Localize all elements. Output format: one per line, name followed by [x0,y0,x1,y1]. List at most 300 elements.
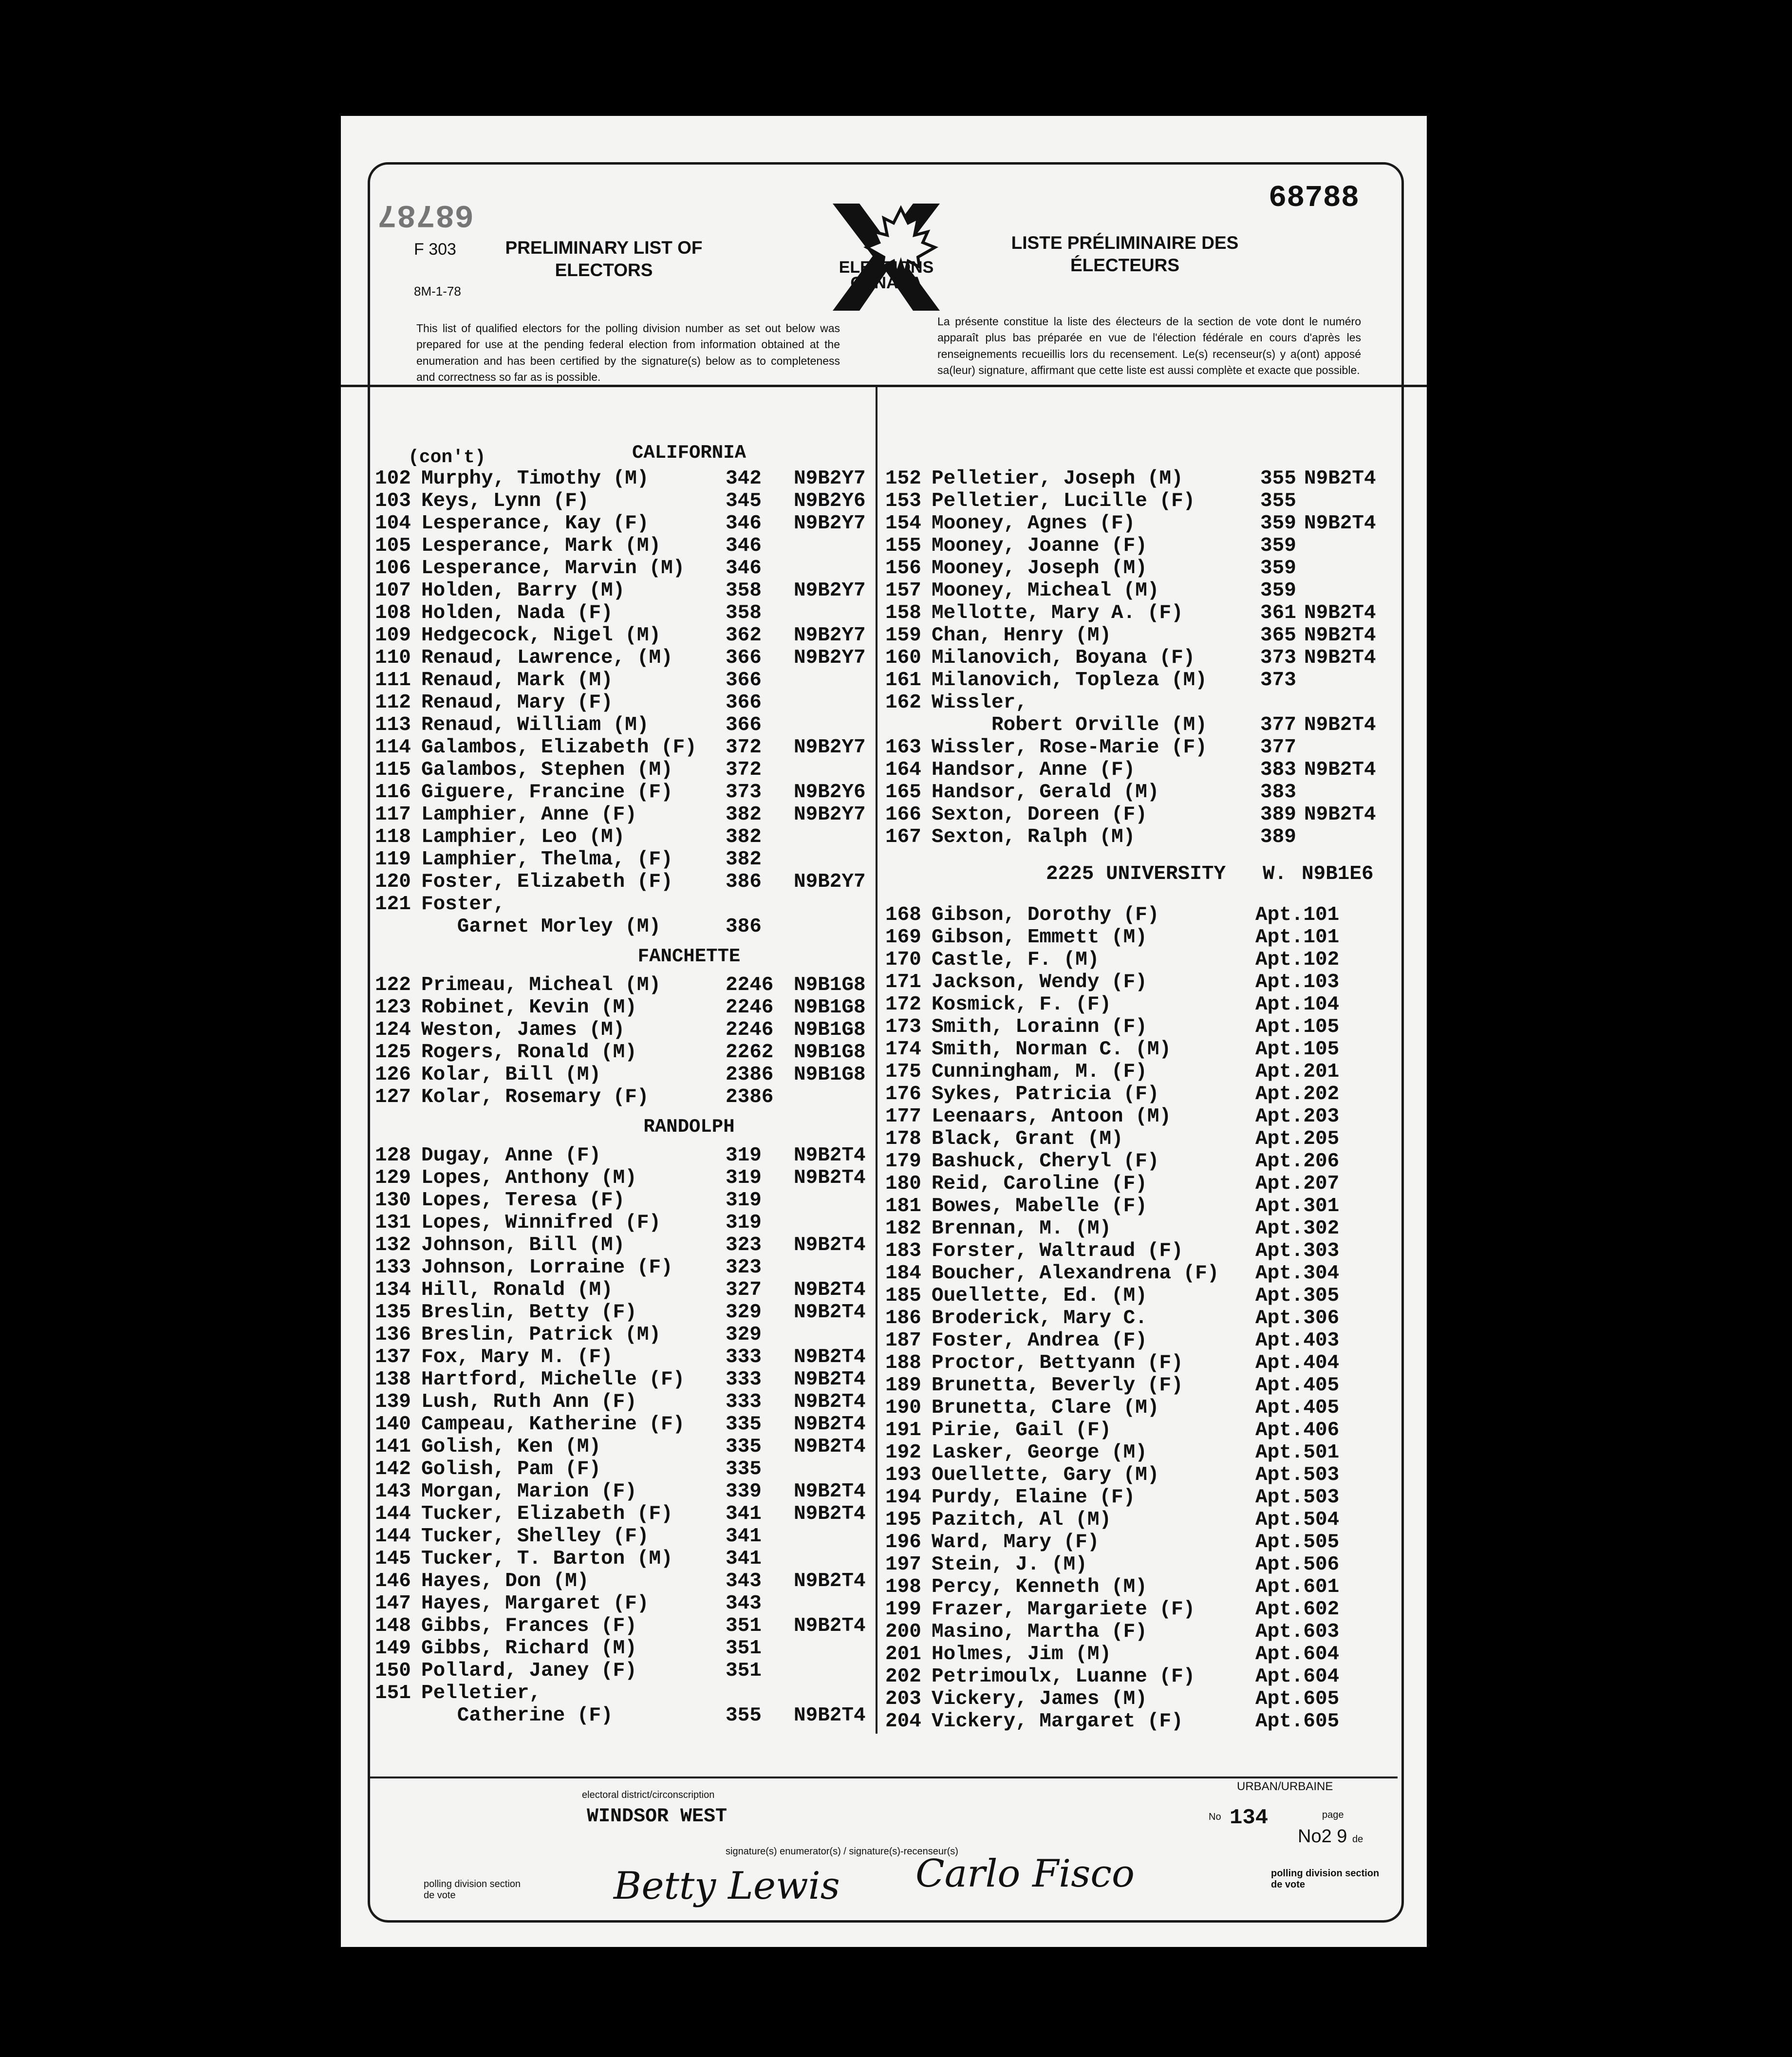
elector-number: 127 [375,1086,411,1108]
elector-name: Mellotte, Mary A. (F) [932,602,1183,624]
elector-name: Rogers, Ronald (M) [421,1041,637,1064]
elector-name: Gibbs, Richard (M) [421,1637,637,1660]
elector-row [375,623,872,648]
elector-number: 124 [375,1019,411,1041]
elector-name: Milanovich, Topleza (M) [932,669,1207,692]
elector-name: Jackson, Wendy (F) [932,971,1147,993]
elector-number: 144 [375,1503,411,1525]
elector-number: 137 [375,1346,411,1368]
street-number: 359 [1260,557,1296,580]
elector-row [375,1345,872,1369]
street-number: 346 [726,512,762,535]
page-label: page [1322,1810,1344,1820]
elector-row [375,1412,872,1437]
elector-name: Robinet, Kevin (M) [421,996,637,1019]
apartment-number: Apt.301 [1255,1195,1340,1217]
elector-row [375,601,872,625]
intro-english: This list of qualified electors for the polling division number as set out below was prepared for use at the pending federal election from information obtained at the enumeration and has been certified by the signature(s) below as to completeness and correctness so far as is possible. [416,322,840,384]
apartment-number: Apt.601 [1255,1576,1340,1598]
elector-row [375,489,872,513]
elector-row [885,925,1397,950]
elector-name: Chan, Henry (M) [932,624,1112,647]
enumerator-signature-2: Carlo Fisco [915,1852,1135,1896]
apartment-number: Apt.102 [1255,949,1340,971]
elector-name: Vickery, James (M) [932,1688,1147,1710]
postal-code: N9B2Y7 [794,624,866,647]
elector-number: 138 [375,1368,411,1391]
apartment-number: Apt.303 [1255,1240,1340,1262]
elector-name: Lamphier, Thelma, (F) [421,848,673,871]
elector-name: Lamphier, Anne (F) [421,804,637,826]
elector-row [375,1211,872,1235]
elector-row [885,1149,1397,1174]
street-number: 319 [726,1167,762,1189]
elector-name: Masino, Martha (F) [932,1621,1147,1643]
elector-number: 114 [375,736,411,759]
street-number: 355 [1260,490,1296,512]
elector-name: Kolar, Bill (M) [421,1064,601,1086]
street-number: 389 [1260,826,1296,848]
elector-name: Bowes, Mabelle (F) [932,1195,1147,1217]
street-number: 361 [1260,602,1296,624]
street-number: 351 [726,1615,762,1637]
street-number: 382 [726,826,762,848]
elector-name: Gibson, Emmett (M) [932,926,1147,949]
postal-code: N9B2Y7 [794,512,866,535]
header-divider [341,385,1427,387]
street-number: 362 [726,624,762,647]
apartment-number: Apt.503 [1255,1486,1340,1509]
elector-row [375,1547,872,1571]
elector-row [375,1255,872,1280]
elector-number: 197 [885,1553,921,1576]
street-number: 2386 [726,1064,774,1086]
elector-name: Ward, Mary (F) [932,1531,1100,1553]
elector-number: 160 [885,647,921,669]
elector-name: Leenaars, Antoon (M) [932,1105,1172,1128]
postal-code: N9B2T4 [794,1167,866,1189]
elector-number: 176 [885,1083,921,1105]
street-number: 319 [726,1212,762,1234]
elector-number: 140 [375,1413,411,1436]
electors-list-sheet [341,116,1427,1947]
elector-row [885,1664,1397,1689]
elector-number: 135 [375,1301,411,1324]
enumerator-signature-1: Betty Lewis [614,1864,840,1908]
postal-code: N9B2T4 [1304,804,1376,826]
apartment-number: Apt.304 [1255,1262,1340,1285]
street-number: 335 [726,1436,762,1458]
elector-name: Handsor, Anne (F) [932,759,1136,781]
elector-row [885,1418,1397,1442]
elector-number: 183 [885,1240,921,1262]
elector-name: Hill, Ronald (M) [421,1279,613,1301]
street-number: 341 [726,1548,762,1570]
elector-number: 191 [885,1419,921,1441]
elector-number: 157 [885,580,921,602]
elector-name: Percy, Kenneth (M) [932,1576,1147,1598]
page-number [1298,1826,1363,1847]
elector-number: 136 [375,1324,411,1346]
elector-row [375,1524,872,1549]
elector-name: Milanovich, Boyana (F) [932,647,1195,669]
elector-name: Renaud, Mark (M) [421,669,613,692]
street-number: 335 [726,1458,762,1480]
street-number: 329 [726,1324,762,1346]
street-number: 346 [726,535,762,557]
elector-name: Lesperance, Kay (F) [421,512,649,535]
elector-number: 123 [375,996,411,1019]
elector-number: 132 [375,1234,411,1256]
continued-label: (con't) [408,447,486,468]
elector-row [885,1396,1397,1420]
elector-row [375,1166,872,1190]
apartment-number: Apt.302 [1255,1217,1340,1240]
elector-name: Lesperance, Mark (M) [421,535,661,557]
elector-number: 122 [375,974,411,996]
elector-number: 184 [885,1262,921,1285]
title-english: PRELIMINARY LIST OF ELECTORS [505,238,703,280]
elector-number: 109 [375,624,411,647]
elector-number: 131 [375,1212,411,1234]
elector-name: Pazitch, Al (M) [932,1509,1112,1531]
postal-code: N9B1G8 [794,996,866,1019]
elector-number: 113 [375,714,411,736]
elector-row [375,1703,872,1728]
elector-name: Holmes, Jim (M) [932,1643,1112,1665]
elector-name: Ouellette, Ed. (M) [932,1285,1147,1307]
apartment-number: Apt.602 [1255,1598,1340,1621]
elector-number: 145 [375,1548,411,1570]
elector-name: Pelletier, Joseph (M) [932,468,1183,490]
street-number: 342 [726,468,762,490]
elector-name: Frazer, Margariete (F) [932,1598,1195,1621]
elector-number: 151 [375,1682,411,1704]
elector-row [375,803,872,827]
elector-row [885,1194,1397,1218]
elector-number: 170 [885,949,921,971]
postal-code: N9B2T4 [794,1346,866,1368]
elector-row [885,489,1397,513]
elector-number: 148 [375,1615,411,1637]
elector-name: Foster, Elizabeth (F) [421,871,673,893]
street-number: 377 [1260,736,1296,759]
elector-name: Renaud, William (M) [421,714,649,736]
elector-number: 118 [375,826,411,848]
elector-name: Hayes, Don (M) [421,1570,589,1592]
elector-row [885,1060,1397,1084]
elector-number: 185 [885,1285,921,1307]
street-heading: FANCHETTE [637,946,741,967]
elector-name: Renaud, Mary (F) [421,692,613,714]
postal-code: N9B2T4 [794,1503,866,1525]
elector-row [885,1284,1397,1308]
street-number: 351 [726,1637,762,1660]
elector-number: 173 [885,1016,921,1038]
postal-code: N9B2Y6 [794,781,866,804]
elector-name: Johnson, Lorraine (F) [421,1256,673,1279]
elector-name: Boucher, Alexandrena (F) [932,1262,1219,1285]
elector-number: 177 [885,1105,921,1128]
apartment-number: Apt.503 [1255,1464,1340,1486]
apartment-number: Apt.604 [1255,1643,1340,1665]
postal-code: N9B2Y7 [794,736,866,759]
elector-number: 153 [885,490,921,512]
apartment-number: Apt.504 [1255,1509,1340,1531]
street-number: 359 [1260,512,1296,535]
apartment-number: Apt.105 [1255,1016,1340,1038]
apartment-number: Apt.605 [1255,1688,1340,1710]
elector-name: Holden, Barry (M) [421,580,625,602]
elector-row [375,1457,872,1481]
street-heading: CALIFORNIA [632,442,747,464]
postal-code: N9B2Y7 [794,580,866,602]
apartment-number: Apt.403 [1255,1329,1340,1352]
elector-row [885,1620,1397,1644]
elector-row [375,579,872,603]
elector-number: 159 [885,624,921,647]
elector-name: Pollard, Janey (F) [421,1660,637,1682]
elector-row [885,948,1397,972]
elector-number: 154 [885,512,921,535]
street-number: 383 [1260,759,1296,781]
elector-number: 182 [885,1217,921,1240]
elector-row [885,556,1397,580]
apartment-number: Apt.505 [1255,1531,1340,1553]
elector-name: Stein, J. (M) [932,1553,1087,1576]
elector-name: Ouellette, Gary (M) [932,1464,1159,1486]
elector-row [885,1015,1397,1039]
elector-number: 117 [375,804,411,826]
elector-number: 203 [885,1688,921,1710]
elector-name: Wissler, Rose-Marie (F) [932,736,1207,759]
elector-name: Reid, Caroline (F) [932,1173,1147,1195]
elector-name: Mooney, Micheal (M) [932,580,1159,602]
elector-number: 178 [885,1128,921,1150]
postal-code: N9B2T4 [794,1279,866,1301]
street-number: 365 [1260,624,1296,647]
elector-number: 112 [375,692,411,714]
elector-row [375,1479,872,1504]
postal-code: N9B2T4 [794,1301,866,1324]
street-number: 383 [1260,781,1296,804]
elector-row [885,1530,1397,1554]
elector-name: Garnet Morley (M) [421,916,661,938]
postal-code: N9B1G8 [794,1041,866,1064]
elector-name: Forster, Waltraud (F) [932,1240,1183,1262]
street-number: 359 [1260,535,1296,557]
elector-name: Lopes, Winnifred (F) [421,1212,661,1234]
apartment-number: Apt.604 [1255,1665,1340,1688]
elector-name: Broderick, Mary C. [932,1307,1147,1329]
elector-row [375,973,872,997]
elector-name: Breslin, Betty (F) [421,1301,637,1324]
elector-number: 194 [885,1486,921,1509]
elector-row [375,534,872,558]
title-french: LISTE PRÉLIMINAIRE DES ÉLECTEURS [1011,233,1239,276]
elector-name: Cunningham, M. (F) [932,1061,1147,1083]
postal-code: N9B2T4 [794,1413,866,1436]
elector-row [375,780,872,804]
street-number: 366 [726,692,762,714]
elector-number: 172 [885,993,921,1016]
apartment-number: Apt.405 [1255,1374,1340,1397]
elector-row [375,1390,872,1414]
street-number: 333 [726,1368,762,1391]
elector-number: 186 [885,1307,921,1329]
postal-code: N9B2T4 [794,1391,866,1413]
elector-row [885,1687,1397,1711]
elector-row [375,1502,872,1526]
elector-number: 201 [885,1643,921,1665]
elections-canada-logo [813,194,959,320]
street-number: 327 [726,1279,762,1301]
elector-name: Pelletier, [421,1682,541,1704]
elector-number: 162 [885,692,921,714]
elector-name: Tucker, T. Barton (M) [421,1548,673,1570]
elector-name: Brunetta, Beverly (F) [932,1374,1183,1397]
elector-number: 167 [885,826,921,848]
postal-code: N9B2T4 [1304,714,1376,736]
elector-number: 156 [885,557,921,580]
street-number: 341 [726,1525,762,1548]
elector-number: 195 [885,1509,921,1531]
street-number: 386 [726,916,762,938]
apartment-number: Apt.205 [1255,1128,1340,1150]
elector-name: Wissler, [932,692,1027,714]
street-number: 319 [726,1189,762,1212]
elector-number: 111 [375,669,411,692]
page-total: 9 [1337,1826,1347,1847]
university-heading [885,862,1397,886]
street-number: 358 [726,602,762,624]
elector-name: Hartford, Michelle (F) [421,1368,685,1391]
elector-row [885,1261,1397,1286]
elector-row [375,1435,872,1459]
form-number: F 303 [414,240,456,259]
elector-name: Sykes, Patricia (F) [932,1083,1159,1105]
intro-french: La présente constitue la liste des électeurs de la section de vote dont le numéro apparaît plus bas préparée en vue de l'élection fédérale en cours d'après les renseignements recueillis lors du recensement. Le(s) recenseur(s) y a(ont) apposé sa(leur) signature, affirmant que cette liste est aussi complète et exacte que possible. [937,315,1361,377]
street-number: 366 [726,647,762,669]
elector-name: Hayes, Margaret (F) [421,1592,649,1615]
elector-name: Fox, Mary M. (F) [421,1346,613,1368]
elector-number: 163 [885,736,921,759]
elector-name: Foster, [421,893,505,916]
elector-number: 108 [375,602,411,624]
elector-name: Lesperance, Marvin (M) [421,557,685,580]
elector-number: 121 [375,893,411,916]
elector-row [885,825,1397,849]
postal-code: N9B1G8 [794,1019,866,1041]
elector-name: Black, Grant (M) [932,1128,1123,1150]
street-number: 373 [1260,669,1296,692]
elector-number: 147 [375,1592,411,1615]
elector-name: Mooney, Agnes (F) [932,512,1136,535]
elector-name: Petrimoulx, Luanne (F) [932,1665,1195,1688]
elector-number: 202 [885,1665,921,1688]
elector-row [375,713,872,737]
elector-row [375,1063,872,1087]
street-number: 386 [726,871,762,893]
elector-name: Lopes, Anthony (M) [421,1167,637,1189]
elector-number: 139 [375,1391,411,1413]
elector-row [885,1037,1397,1062]
postal-code: N9B1G8 [794,1064,866,1086]
elector-number: 128 [375,1144,411,1167]
postal-code: N9B2T4 [794,1144,866,1167]
elector-row [885,1216,1397,1241]
postal-code: N9B2T4 [794,1436,866,1458]
street-number: 333 [726,1391,762,1413]
form-date: 8M-1-78 [414,284,461,299]
elector-number: 196 [885,1531,921,1553]
street-number: 2246 [726,1019,774,1041]
postal-code: N9B2Y7 [794,647,866,669]
elector-row [375,870,872,894]
apartment-number: Apt.203 [1255,1105,1340,1128]
elector-row [375,1085,872,1109]
elector-name: Sexton, Ralph (M) [932,826,1136,848]
elector-name: Brennan, M. (M) [932,1217,1112,1240]
elector-number: 143 [375,1480,411,1503]
elector-number: 126 [375,1064,411,1086]
elector-row [885,735,1397,760]
apartment-number: Apt.104 [1255,993,1340,1016]
elector-number: 142 [375,1458,411,1480]
elector-number: 193 [885,1464,921,1486]
elector-name: Kolar, Rosemary (F) [421,1086,649,1108]
postal-code: N9B2T4 [1304,602,1376,624]
polling-division-label: polling division section de vote [1271,1868,1380,1890]
elector-number: 144 [375,1525,411,1548]
street-number: 335 [726,1413,762,1436]
street-number: 343 [726,1570,762,1592]
elector-number: 104 [375,512,411,535]
apartment-number: Apt.506 [1255,1553,1340,1576]
street-number: 372 [726,759,762,781]
apartment-number: Apt.101 [1255,904,1340,926]
elector-row [375,1636,872,1661]
elector-number: 146 [375,1570,411,1592]
elector-name: Galambos, Elizabeth (F) [421,736,697,759]
elector-row [375,1681,872,1705]
street-number: 382 [726,804,762,826]
street-number: 329 [726,1301,762,1324]
elector-name: Handsor, Gerald (M) [932,781,1159,804]
postal-code: N9B2T4 [1304,647,1376,669]
apartment-number: Apt.306 [1255,1307,1340,1329]
elector-row [375,1278,872,1302]
postal-code: N9B2T4 [794,1615,866,1637]
elector-name: Galambos, Stephen (M) [421,759,673,781]
elector-number: 155 [885,535,921,557]
elector-row [885,1239,1397,1263]
postal-code: N9B1E6 [1302,863,1374,885]
elector-number: 158 [885,602,921,624]
signature-label: signature(s) enumerator(s) / signature(s)-recenseur(s) [726,1846,958,1857]
street-number: 345 [726,490,762,512]
elector-name: Gibson, Dorothy (F) [932,904,1159,926]
elector-row [375,668,872,692]
polling-division-number: 134 [1230,1806,1269,1830]
street-number: 2246 [726,974,774,996]
street-number: 377 [1260,714,1296,736]
apartment-number: Apt.207 [1255,1173,1340,1195]
page-current: No2 [1298,1826,1332,1847]
urban-label: URBAN/URBAINE [1237,1780,1333,1793]
elector-row [375,825,872,849]
district-label: electoral district/circonscription [582,1790,715,1800]
